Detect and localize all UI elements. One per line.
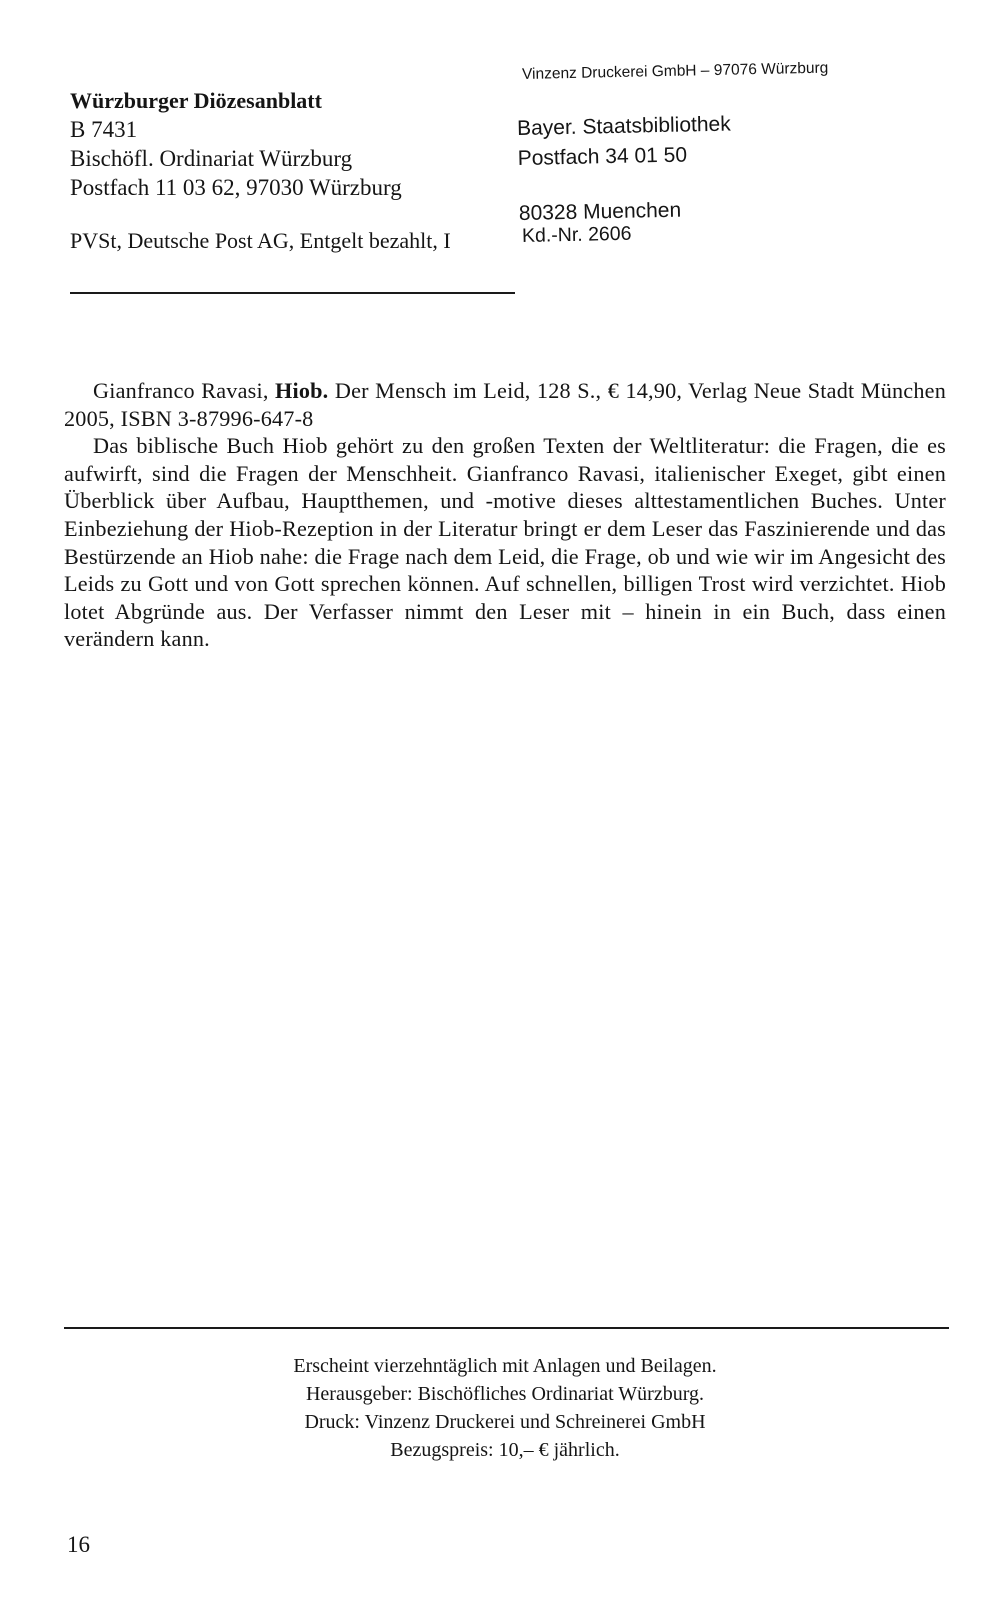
review-text: Das biblische Buch Hiob gehört zu den großen Texten der Weltliteratur: die Fragen, die es aufwirft, sind die Fragen der Menschheit. Gianfranco Ravasi, italienischer Exeget, gibt einen Überblick über Aufbau, Hauptthemen, und -motive dieses alttestamentlichen Buches. Unter Einbeziehung der Hiob-Rezeption in der Literatur bringt er dem Leser das Faszinierende und das Bestürzende an Hiob nahe: die Frage nach dem Leid, die Frage, ob und wie wir im Angesicht des Leids zu Gott und von Gott sprechen können. Auf schnellen, billigen Trost wird verzichtet. Hiob lotet Abgründe aus. Der Verfasser nimmt den Leser mit – hinein in ein Buch, dass einen verändern kann. — [64, 433, 946, 652]
publication-title: Würzburger Diözesanblatt — [70, 88, 322, 113]
review-book-title: Hiob. — [275, 378, 329, 403]
colophon-line-4: Bezugspreis: 10,– € jährlich. — [390, 1439, 620, 1461]
colophon-line-3: Druck: Vinzenz Druckerei und Schreinerei GmbH — [304, 1411, 706, 1433]
sender-block — [70, 86, 510, 202]
header-divider — [70, 292, 515, 294]
review-details: Der Mensch im Leid, 128 S., € 14,90, Verlag Neue Stadt München 2005, ISBN 3-87996-647-8 — [64, 378, 946, 431]
colophon-line-1: Erscheint vierzehntäglich mit Anlagen und Beilagen. — [293, 1355, 717, 1377]
publication-number: B 7431 — [70, 117, 138, 142]
page-number: 16 — [67, 1532, 90, 1557]
recipient-line-2: Postfach 34 01 50 — [517, 143, 688, 171]
recipient-line-1: Bayer. Staatsbibliothek — [516, 112, 731, 141]
printer-line: Vinzenz Druckerei GmbH – 97076 Würzburg — [521, 59, 829, 83]
sender-address: Postfach 11 03 62, 97030 Würzburg — [70, 175, 402, 200]
book-review — [64, 377, 946, 653]
footer-divider — [64, 1327, 949, 1329]
customer-number: Kd.-Nr. 2606 — [521, 222, 632, 247]
postage-line: PVSt, Deutsche Post AG, Entgelt bezahlt, I — [70, 228, 451, 253]
sender-office: Bischöfl. Ordinariat Würzburg — [70, 146, 353, 171]
review-author: Gianfranco Ravasi, — [93, 378, 269, 403]
colophon — [0, 1352, 1000, 1464]
recipient-line-3: 80328 Muenchen — [518, 198, 682, 225]
review-citation — [64, 377, 946, 432]
colophon-line-2: Herausgeber: Bischöfliches Ordinariat Würzburg. — [305, 1383, 705, 1405]
recipient-address — [517, 110, 733, 229]
